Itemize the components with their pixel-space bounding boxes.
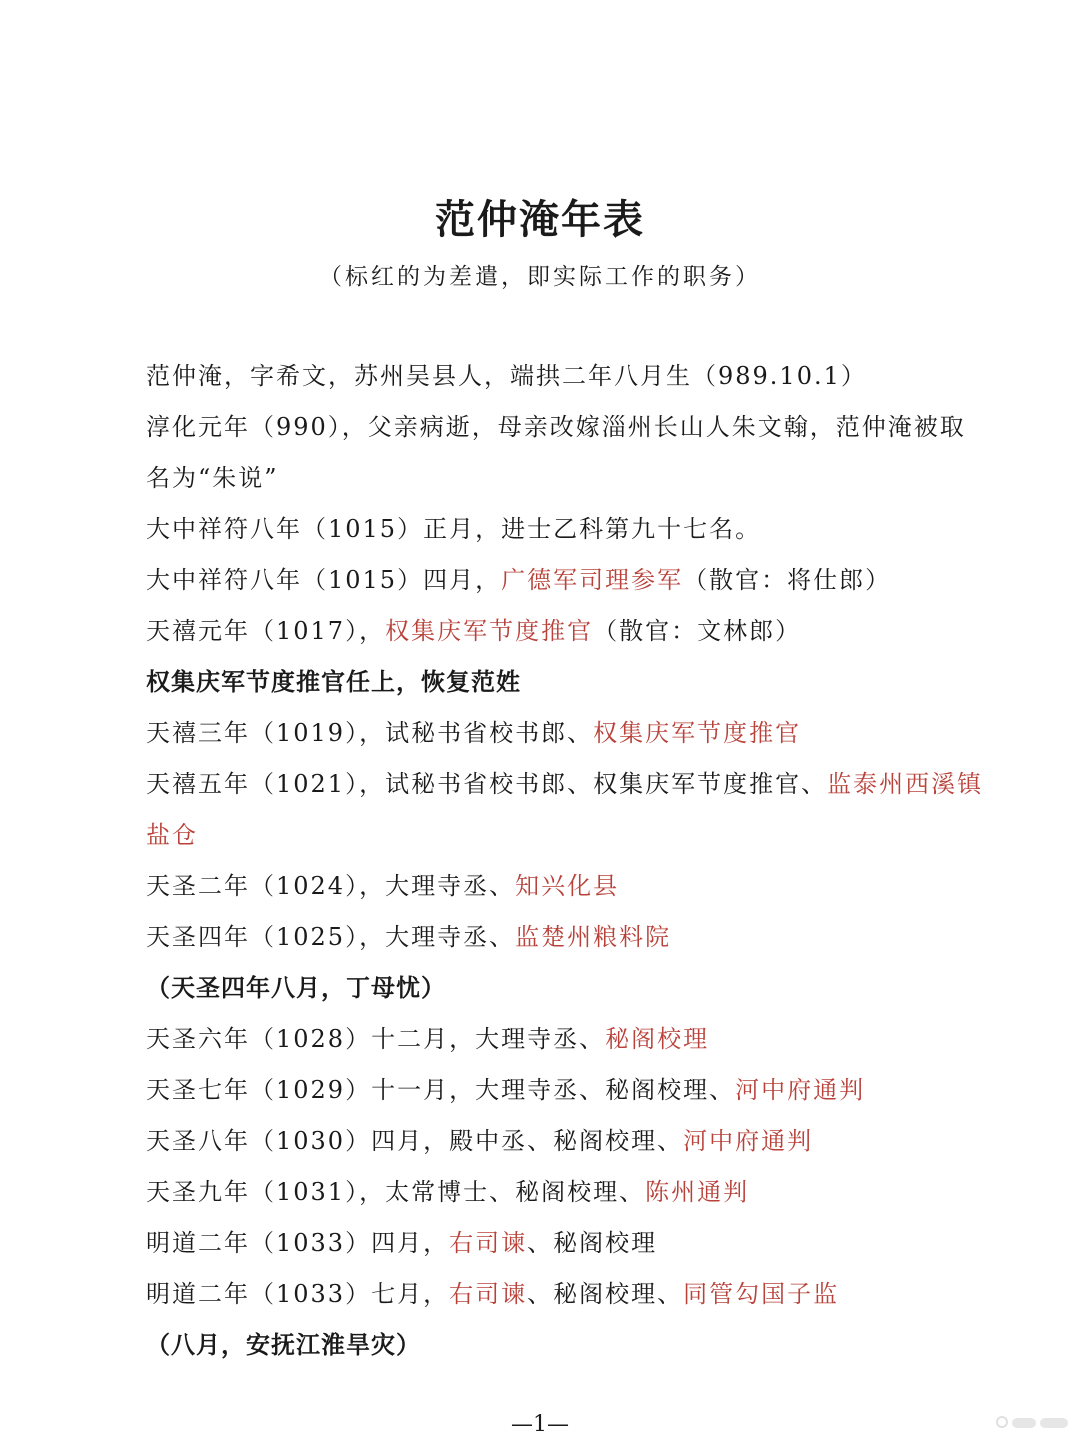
document-title: 范仲淹年表 (435, 197, 645, 243)
line-text: 天禧元年（1017）， (146, 617, 386, 645)
chronology-line (146, 402, 966, 453)
line-text: 天圣二年（1024），大理寺丞、 (146, 872, 516, 900)
line-text: 、秘阁校理 (527, 1229, 658, 1257)
line-text: 天圣九年（1031），太常博士、秘阁校理、 (146, 1178, 646, 1206)
watermark-icon (996, 1416, 1008, 1428)
assignment-highlight: 河中府通判 (735, 1076, 866, 1104)
assignment-highlight: 河中府通判 (683, 1127, 814, 1155)
assignment-highlight: 陈州通判 (645, 1178, 750, 1206)
chronology-line (146, 1167, 956, 1218)
line-text: 天圣八年（1030）四月，殿中丞、秘阁校理、 (146, 1127, 684, 1155)
chronology-list (146, 351, 984, 1371)
document-subtitle: （标红的为差遣，即实际工作的职务） (319, 264, 761, 290)
assignment-highlight: 右司谏 (449, 1229, 528, 1257)
line-text: （八月，安抚江淮旱灾） (146, 1331, 421, 1359)
line-text: 明道二年（1033）四月， (146, 1229, 450, 1257)
line-text: 、秘阁校理、 (527, 1280, 684, 1308)
chronology-line (146, 351, 956, 402)
line-text: 淳化元年（990），父亲病逝，母亲改嫁淄州长山人朱文翰，范仲淹被取 (146, 413, 966, 441)
line-text: 名为“朱说” (146, 464, 279, 492)
assignment-highlight: 权集庆军节度推官 (593, 719, 802, 747)
page-number: —1— (511, 1412, 569, 1437)
chronology-line (146, 861, 956, 912)
assignment-highlight: 监楚州粮料院 (515, 923, 672, 951)
line-text: 明道二年（1033）七月， (146, 1280, 450, 1308)
line-text: 天圣七年（1029）十一月，大理寺丞、秘阁校理、 (146, 1076, 736, 1104)
line-text: 天圣四年（1025），大理寺丞、 (146, 923, 516, 951)
chronology-line (146, 1014, 956, 1065)
assignment-highlight: 知兴化县 (515, 872, 620, 900)
assignment-highlight: 权集庆军节度推官 (385, 617, 594, 645)
line-text: 大中祥符八年（1015）四月， (146, 566, 502, 594)
chronology-line (146, 912, 956, 963)
line-text: 天圣六年（1028）十二月，大理寺丞、 (146, 1025, 606, 1053)
assignment-highlight: 秘阁校理 (605, 1025, 710, 1053)
line-text: （散官：文林郎） (593, 617, 802, 645)
chronology-line (146, 504, 956, 555)
line-text: （散官：将仕郎） (683, 566, 892, 594)
watermark-bar (1012, 1418, 1036, 1428)
line-text: （天圣四年八月，丁母忧） (146, 974, 446, 1002)
chronology-line (146, 1218, 956, 1269)
chronology-line (146, 1116, 956, 1167)
chronology-line (146, 963, 956, 1014)
line-text: 大中祥符八年（1015）正月，进士乙科第九十七名。 (146, 515, 762, 543)
chronology-line (146, 708, 956, 759)
watermark-bar (1040, 1418, 1068, 1428)
chronology-line (146, 1269, 956, 1320)
chronology-line (146, 606, 956, 657)
assignment-highlight: 同管勾国子监 (683, 1280, 840, 1308)
chronology-line (146, 555, 956, 606)
line-text: 天禧三年（1019），试秘书省校书郎、 (146, 719, 594, 747)
chronology-line (146, 1065, 956, 1116)
chronology-line (146, 453, 956, 504)
assignment-highlight: 右司谏 (449, 1280, 528, 1308)
chronology-line (146, 759, 984, 810)
assignment-highlight: 监泰州西溪镇 (827, 770, 984, 798)
line-text: 权集庆军节度推官任上，恢复范姓 (146, 668, 521, 696)
chronology-line (146, 1320, 956, 1371)
chronology-line (146, 810, 956, 861)
assignment-highlight: 盐仓 (146, 821, 198, 849)
line-text: 范仲淹，字希文，苏州吴县人，端拱二年八月生（989.10.1） (146, 362, 867, 390)
chronology-line (146, 657, 956, 708)
line-text: 天禧五年（1021），试秘书省校书郎、权集庆军节度推官、 (146, 770, 828, 798)
assignment-highlight: 广德军司理参军 (501, 566, 684, 594)
watermark (996, 1412, 1070, 1432)
